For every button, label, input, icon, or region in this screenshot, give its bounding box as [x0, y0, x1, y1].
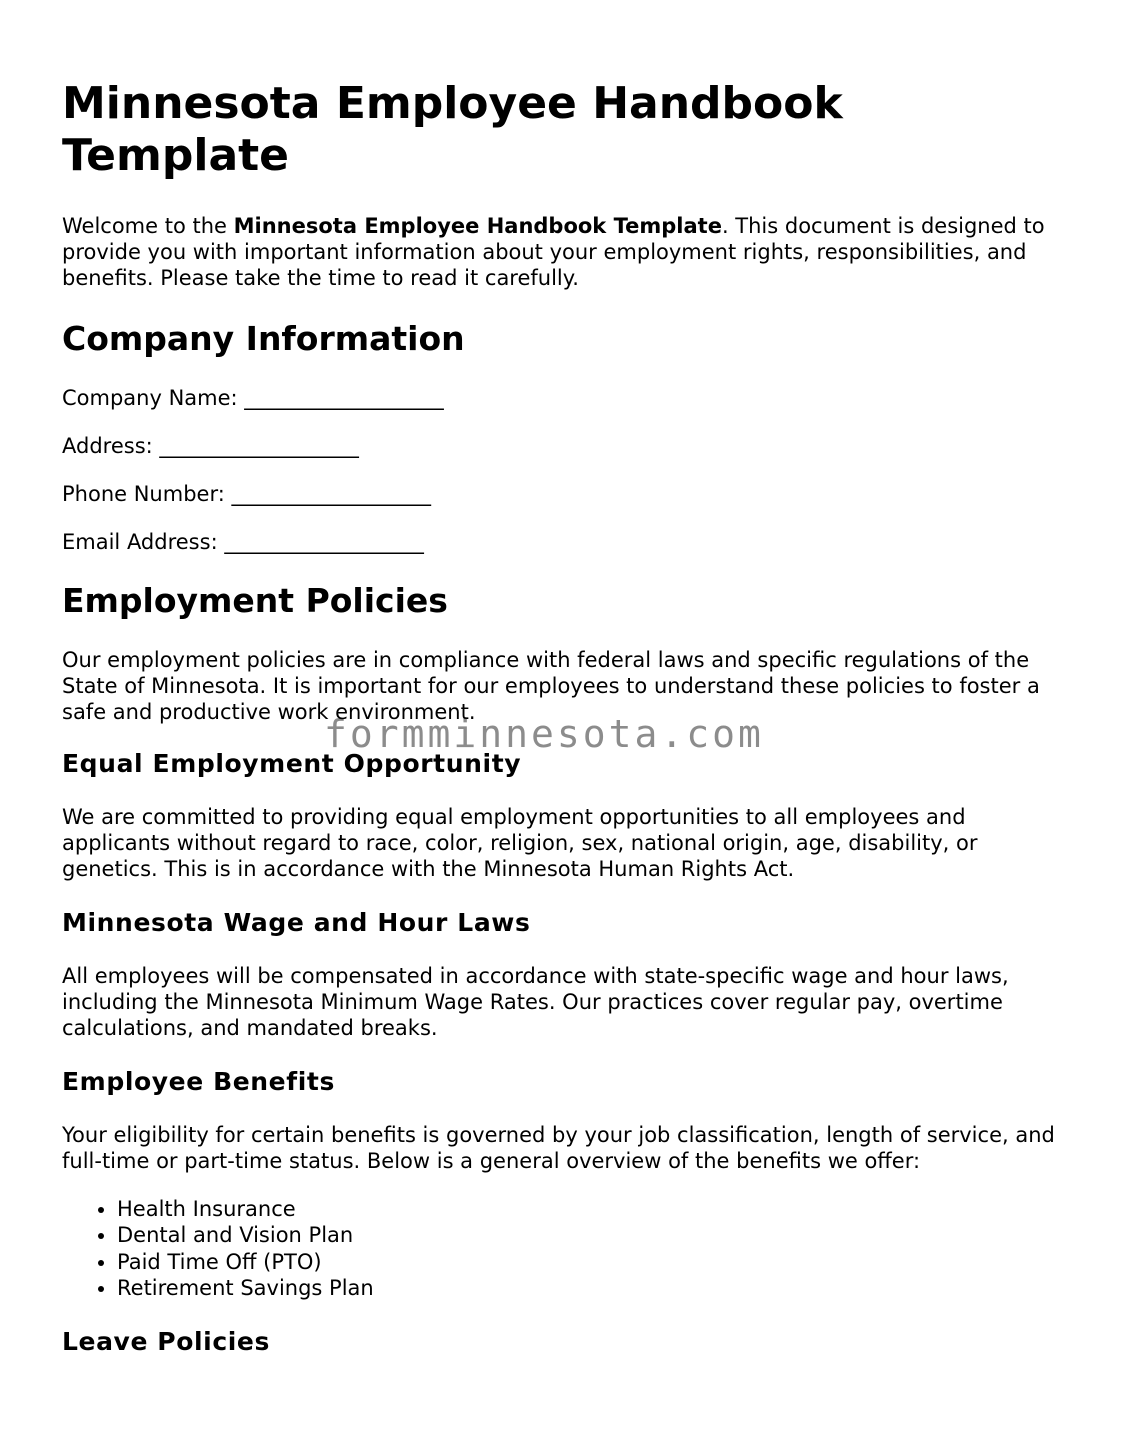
list-item: • Health Insurance — [117, 1196, 1072, 1222]
benefits-list — [62, 1196, 1072, 1301]
list-item: • Paid Time Off (PTO) — [117, 1249, 1072, 1275]
company-info-heading: Company Information — [62, 319, 465, 358]
intro-paragraph — [62, 213, 1072, 291]
intro-bold-title: Minnesota Employee Handbook Template — [233, 214, 722, 238]
leave-heading: Leave Policies — [62, 1327, 270, 1357]
wage-text: All employees will be compensated in accordance with state-specific wage and hour laws, including the Minnesota Minimum Wage Rates. Our practices cover regular pay, overtime calculations, and mandated breaks. — [62, 964, 1009, 1040]
benefits-text: Your eligibility for certain benefits is governed by your job classification, length of service, and full-time or part-time status. Below is a general overview of the benefits we offer: — [62, 1123, 1055, 1173]
email-address-field: Email Address: ___________________ — [62, 530, 424, 554]
benefits-heading: Employee Benefits — [62, 1067, 335, 1096]
list-item: • Retirement Savings Plan — [117, 1275, 1072, 1301]
eeo-text: We are committed to providing equal employment opportunities to all employees and applicants without regard to race, color, religion, sex, national origin, age, disability, or genetics. This is in accordance with the Minnesota Human Rights Act. — [62, 805, 978, 881]
company-name-field: Company Name: ___________________ — [62, 386, 444, 410]
document-page — [62, 78, 1072, 1382]
watermark: formminnesota.com — [324, 712, 764, 756]
intro-prefix: Welcome to the — [62, 214, 234, 238]
document-title: Minnesota Employee Handbook Template — [62, 78, 843, 181]
wage-heading: Minnesota Wage and Hour Laws — [62, 908, 531, 937]
employment-policies-heading: Employment Policies — [62, 581, 448, 620]
address-field: Address: ___________________ — [62, 434, 359, 458]
list-item: • Dental and Vision Plan — [117, 1222, 1072, 1248]
intro-suffix: . This document is designed to provide you with important information about your employment rights, responsibilities, and benefits. Please take the time to read it carefully. — [62, 214, 1045, 290]
phone-number-field: Phone Number: ___________________ — [62, 482, 431, 506]
eeo-heading: Equal Employment Opportunity — [62, 749, 522, 778]
employment-policies-text: Our employment policies are in compliance with federal laws and specific regulations of the State of Minnesota. It is important for our employees to understand these policies to foster a safe and productive work environment. — [62, 648, 1040, 724]
